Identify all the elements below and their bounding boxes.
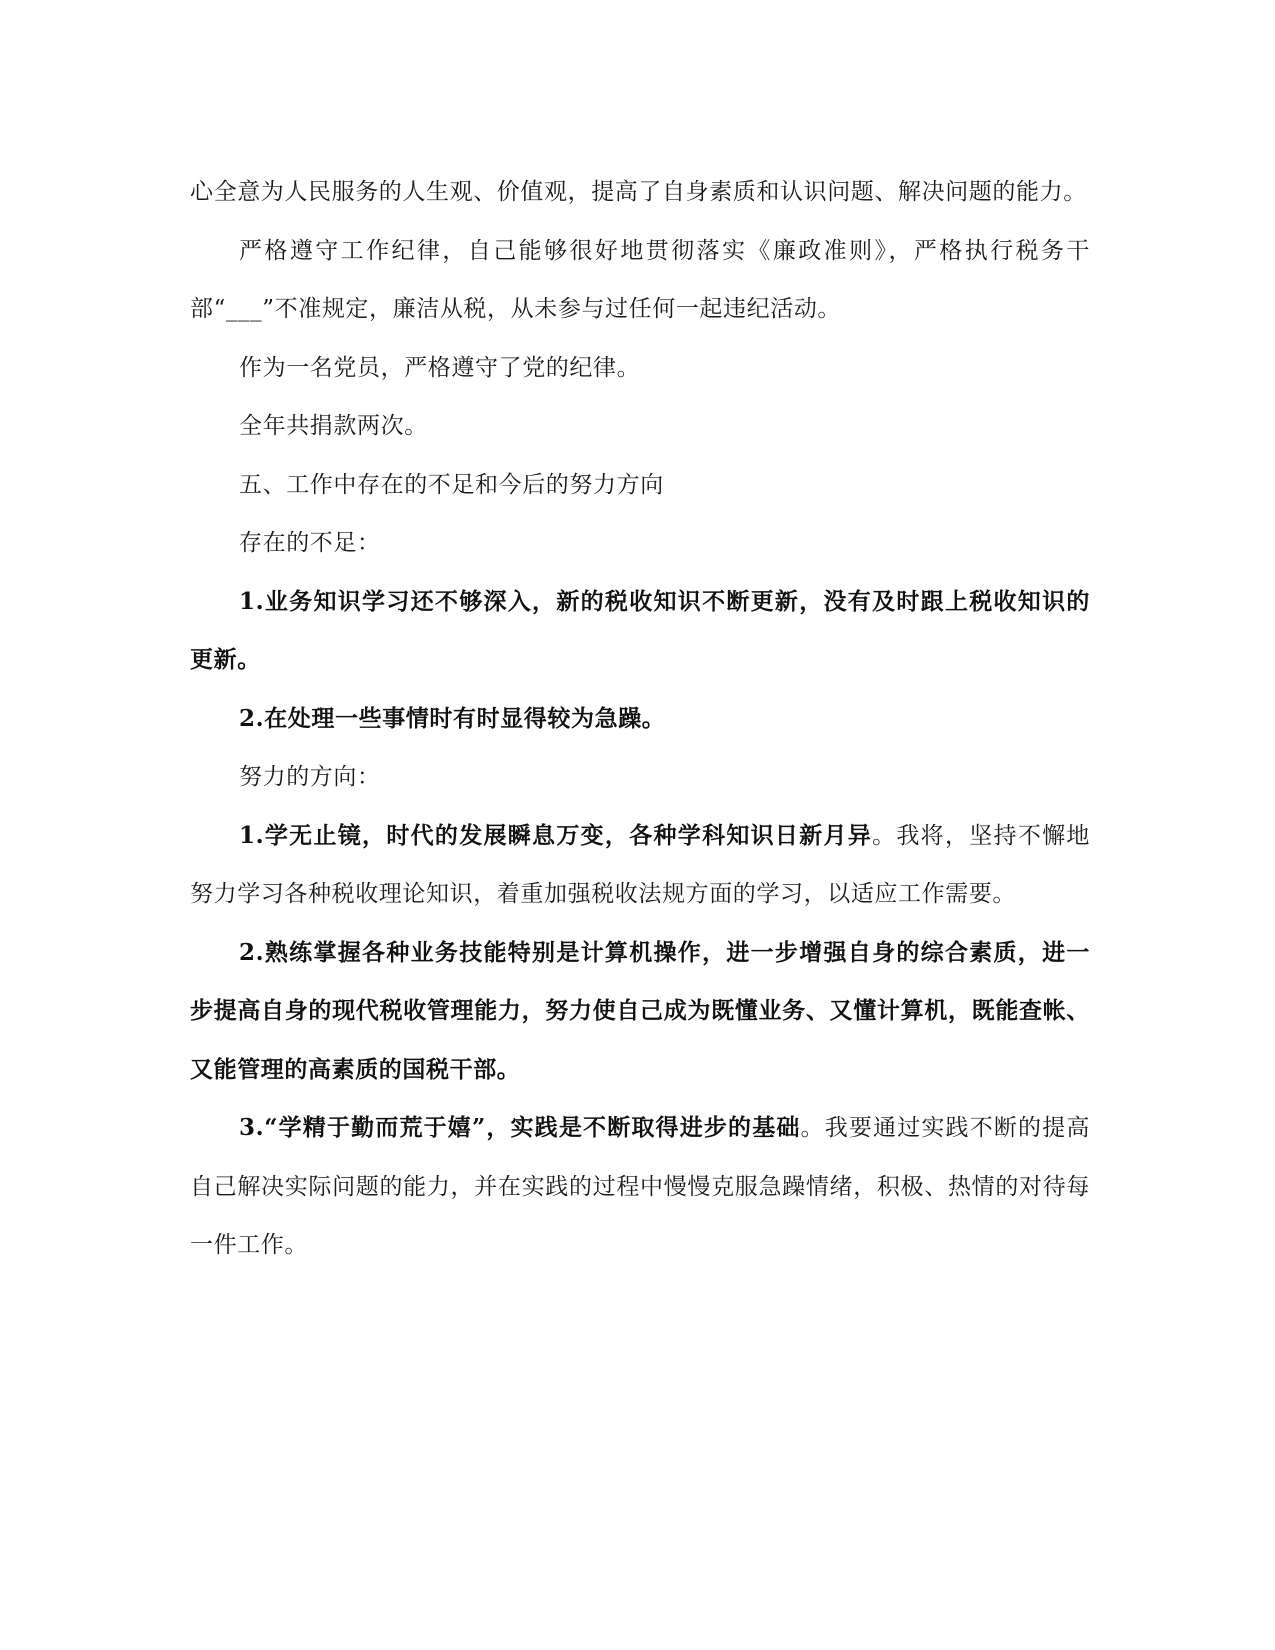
text-run: 。我将，坚持不懈地努力学习各种税收理论知识，着重加强税收法规方面的学习，以适应工作需要。: [190, 822, 1090, 907]
text-run: 作为一名党员，严格遵守了党的纪律。: [239, 354, 641, 381]
text-run: 2.在处理一些事情时有时显得较为急躁。: [239, 704, 666, 732]
text-run: 存在的不足：: [239, 530, 381, 556]
text-run: 严格遵守工作纪律，自己能够很好地贯彻落实《廉政准则》，严格执行税务干部“___”不准规定，廉洁从税，从未参与过任何一起违纪活动。: [190, 237, 1090, 322]
text-run: 2.熟练掌握各种业务技能特别是计算机操作，进一步增强自身的综合素质，进一步提高自身的现代税收管理能力，努力使自己成为既懂业务、又懂计算机，既能查帐、又能管理的高素质的国税干部。: [190, 938, 1090, 1083]
paragraph-service-outlook: [190, 163, 1090, 222]
document-page: [190, 163, 1090, 1275]
text-run: 努力的方向：: [239, 764, 381, 790]
paragraph-donations: [190, 397, 1090, 456]
shortcoming-item-2: [190, 690, 1090, 749]
paragraph-work-discipline: [190, 222, 1090, 339]
subheading-direction: [190, 748, 1090, 807]
direction-item-2: [190, 924, 1090, 1100]
bold-run: 3.“学精于勤而荒于嬉”，实践是不断取得进步的基础: [239, 1114, 801, 1141]
bold-run: 1.学无止镜，时代的发展瞬息万变，各种学科知识日新月异: [239, 821, 873, 849]
text-run: 五、工作中存在的不足和今后的努力方向: [239, 471, 664, 498]
shortcoming-item-1: [190, 573, 1090, 690]
direction-item-1: [190, 807, 1090, 924]
direction-item-3: [190, 1099, 1090, 1275]
text-run: 。我要通过实践不断的提高自己解决实际问题的能力，并在实践的过程中慢慢克服急躁情绪，积极、热情的对待每一件工作。: [190, 1115, 1090, 1258]
subheading-shortcomings: [190, 514, 1090, 573]
text-run: 心全意为人民服务的人生观、价值观，提高了自身素质和认识问题、解决问题的能力。: [190, 179, 1087, 205]
paragraph-party-discipline: [190, 339, 1090, 398]
text-run: 全年共捐款两次。: [239, 413, 428, 439]
text-run: 1.业务知识学习还不够深入，新的税收知识不断更新，没有及时跟上税收知识的更新。: [190, 587, 1090, 673]
section-heading: [190, 456, 1090, 515]
